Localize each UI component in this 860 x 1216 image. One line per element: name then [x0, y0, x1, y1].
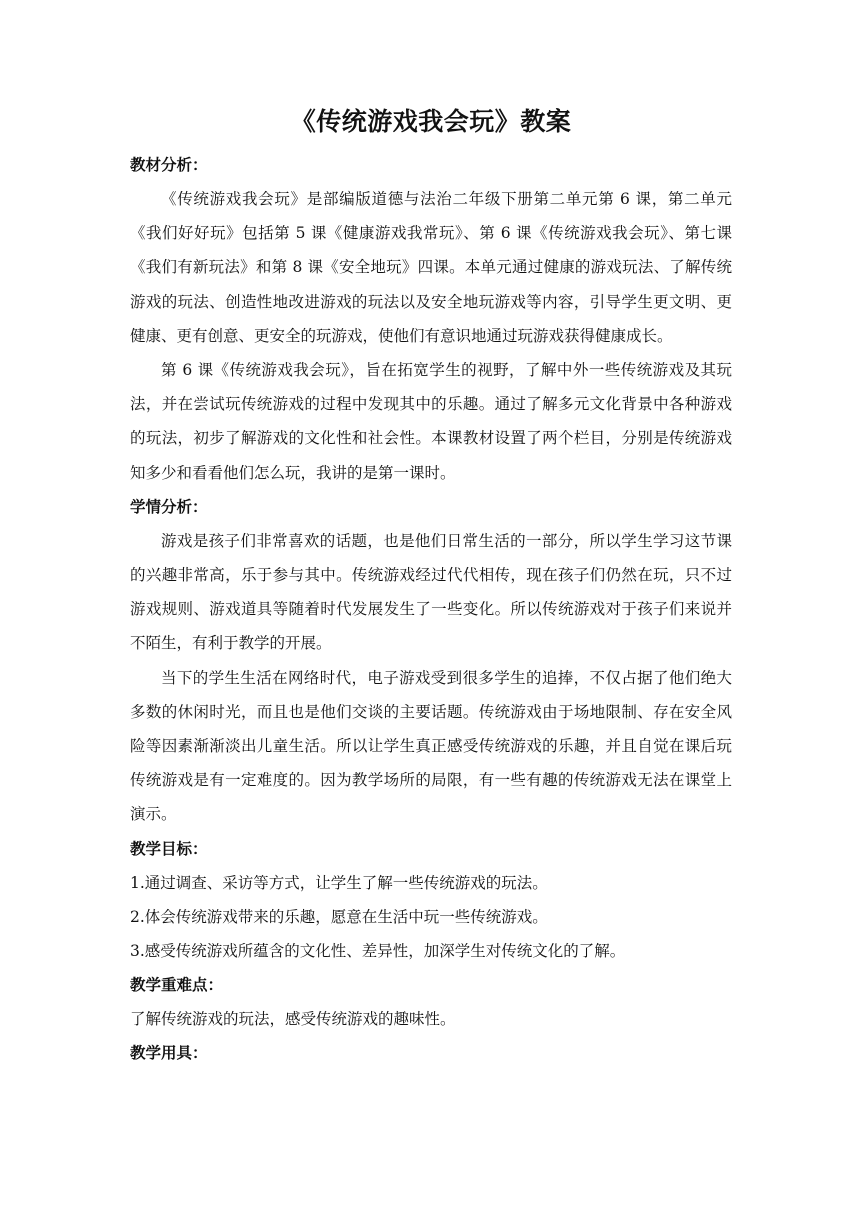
paragraph: 《传统游戏我会玩》是部编版道德与法治二年级下册第二单元第 6 课，第二单元《我们好好玩》包括第 5 课《健康游戏我常玩》、第 6 课《传统游戏我会玩》、第七课《我们有新玩法》和第 8 课《安全地玩》四课。本单元通过健康的游戏玩法、了解传统游戏的玩法、创造性地改进游戏的玩法以及安全地玩游戏等内容，引导学生更文明、更健康、更有创意、更安全的玩游戏，使他们有意识地通过玩游戏获得健康成长。 [130, 190, 732, 345]
section-heading: 教学用具： [130, 1043, 208, 1062]
document-title: 《传统游戏我会玩》教案 [290, 107, 572, 136]
section-teaching-tools [130, 1036, 732, 1070]
objective-item: 2.体会传统游戏带来的乐趣，愿意在生活中玩一些传统游戏。 [130, 907, 548, 926]
key-point-text: 了解传统游戏的玩法，感受传统游戏的趣味性。 [130, 1009, 456, 1028]
document-page [130, 98, 732, 1070]
objective-item: 1.通过调查、采访等方式，让学生了解一些传统游戏的玩法。 [130, 873, 548, 892]
paragraph: 当下的学生生活在网络时代，电子游戏受到很多学生的追捧，不仅占据了他们绝大多数的休闲时光，而且也是他们交谈的主要话题。传统游戏由于场地限制、存在安全风险等因素渐渐淡出儿童生活。所以让学生真正感受传统游戏的乐趣，并且自觉在课后玩传统游戏是有一定难度的。因为教学场所的局限，有一些有趣的传统游戏无法在课堂上演示。 [130, 668, 732, 824]
section-heading: 教学重难点： [130, 975, 224, 994]
section-heading: 教学目标： [130, 839, 208, 858]
section-heading: 教材分析： [130, 156, 208, 174]
section-key-points [130, 968, 732, 1036]
paragraph: 游戏是孩子们非常喜欢的话题，也是他们日常生活的一部分，所以学生学习这节课的兴趣非常高，乐于参与其中。传统游戏经过代代相传，现在孩子们仍然在玩，只不过游戏规则、游戏道具等随着时代发展发生了一些变化。所以传统游戏对于孩子们来说并不陌生，有利于教学的开展。 [130, 531, 732, 653]
section-student-analysis [130, 490, 732, 832]
objective-item: 3.感受传统游戏所蕴含的文化性、差异性，加深学生对传统文化的了解。 [130, 941, 626, 960]
section-heading: 学情分析： [130, 497, 208, 516]
section-textbook-analysis [130, 148, 732, 490]
section-teaching-objectives [130, 832, 732, 968]
paragraph: 第 6 课《传统游戏我会玩》，旨在拓宽学生的视野，了解中外一些传统游戏及其玩法，并在尝试玩传统游戏的过程中发现其中的乐趣。通过了解多元文化背景中各种游戏的玩法，初步了解游戏的文化性和社会性。本课教材设置了两个栏目，分别是传统游戏知多少和看看他们怎么玩，我讲的是第一课时。 [130, 361, 732, 482]
